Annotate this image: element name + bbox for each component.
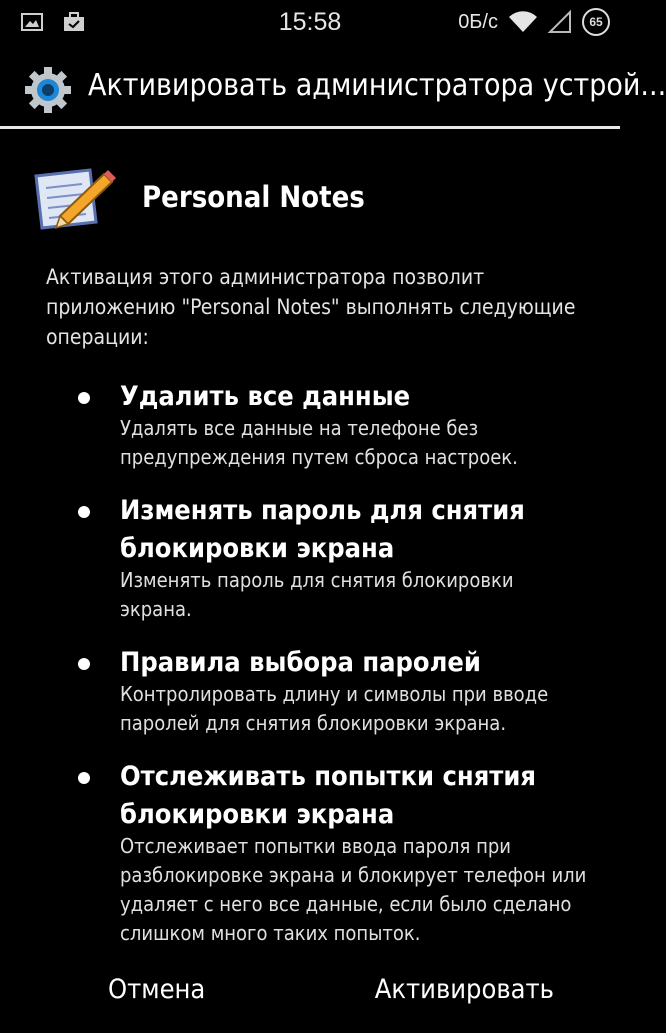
policy-description: Удалять все данные на телефоне без предупреждения путем сброса настроек. — [120, 416, 518, 469]
policy-title: Правила выбора паролей — [120, 647, 481, 678]
bullet-icon — [78, 392, 90, 404]
notepad-pencil-icon — [30, 166, 116, 232]
policy-description: Изменять пароль для снятия блокировки экрана. — [120, 568, 514, 621]
clock: 15:58 — [278, 8, 342, 36]
title-divider — [0, 126, 620, 129]
page-title: Активировать администратора устрой... — [88, 68, 666, 103]
policy-description: Отслеживает попытки ввода пароля при разблокировке экрана и блокирует телефон или удаляет с него все данные, если было сделано слишком много таких попыток. — [120, 834, 587, 945]
battery-icon: 65 — [582, 8, 610, 36]
wifi-icon — [508, 10, 538, 34]
network-speed: 0Б/с — [458, 10, 498, 33]
activate-button[interactable]: Активировать — [374, 974, 554, 1005]
title-bar — [0, 50, 666, 128]
status-indicators — [458, 8, 610, 36]
app-name: Personal Notes — [142, 180, 365, 214]
policy-title: Удалить все данные — [120, 381, 411, 412]
gear-icon — [24, 66, 72, 114]
policy-description: Контролировать длину и символы при вводе паролей для снятия блокировки экрана. — [120, 682, 549, 735]
bullet-icon — [78, 772, 90, 784]
signal-icon — [548, 10, 572, 34]
status-bar — [0, 0, 620, 46]
intro-text: Активация этого администратора позволит приложению "Personal Notes" выполнять следующие операции: — [46, 265, 576, 349]
dialog-buttons — [0, 960, 620, 1033]
cancel-button[interactable]: Отмена — [108, 974, 206, 1005]
policy-title: Отслеживать попытки снятия блокировки экрана — [120, 761, 536, 830]
bullet-icon — [78, 658, 90, 670]
policy-title: Изменять пароль для снятия блокировки экрана — [120, 495, 525, 564]
bullet-icon — [78, 506, 90, 518]
